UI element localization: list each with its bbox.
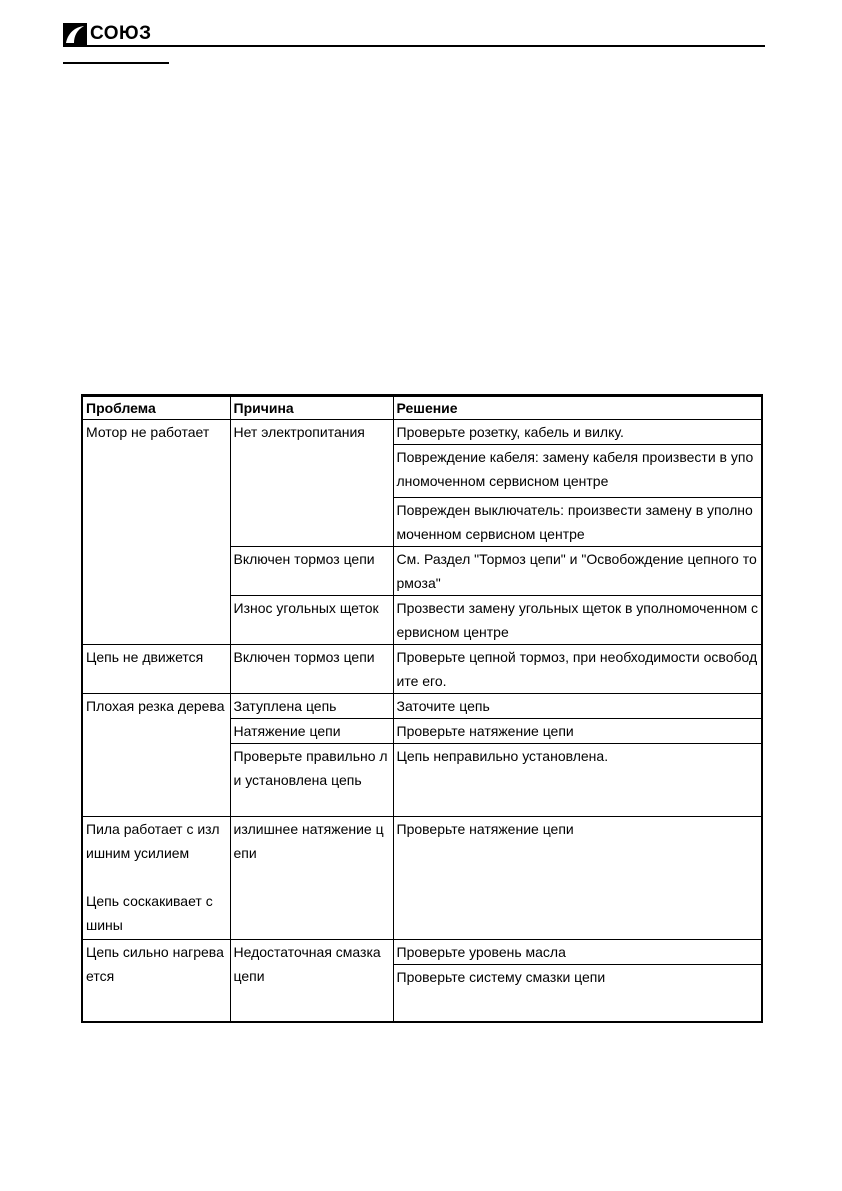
problem-cell: Плохая резка дерева [82, 694, 230, 817]
problem-text: Пила работает с излишним усилием [86, 821, 220, 861]
soyuz-logo-icon [63, 23, 87, 45]
header-rule [63, 45, 765, 47]
cause-cell: Включен тормоз цепи [230, 547, 393, 596]
cause-cell: Недостаточная смазка цепи [230, 940, 393, 1023]
solution-cell: Проверьте розетку, кабель и вилку. [393, 420, 762, 445]
solution-cell: Проверьте уровень масла [393, 940, 762, 965]
cause-cell: Нет электропитания [230, 420, 393, 547]
cause-cell: Затуплена цепь [230, 694, 393, 719]
column-header-problem: Проблема [82, 396, 230, 420]
table-row [82, 940, 762, 965]
table-row [82, 694, 762, 719]
solution-cell: Цепь неправильно установлена. [393, 744, 762, 817]
problem-cell: Мотор не работает [82, 420, 230, 645]
solution-cell: Проверьте цепной тормоз, при необходимости освободите его. [393, 645, 762, 694]
solution-cell: Прозвести замену угольных щеток в уполномоченном сервисном центре [393, 596, 762, 645]
problem-text: Цепь соскакивает с шины [86, 893, 213, 933]
page-header [63, 20, 765, 48]
solution-cell: Поврежден выключатель: произвести замену в уполномоченном сервисном центре [393, 498, 762, 547]
problem-cell: Цепь не движется [82, 645, 230, 694]
solution-cell: Проверьте натяжение цепи [393, 817, 762, 940]
solution-cell: Заточите цепь [393, 694, 762, 719]
table-row [82, 817, 762, 940]
cause-cell: излишнее натяжение цепи [230, 817, 393, 940]
table-header-row [82, 396, 762, 420]
cause-cell: Включен тормоз цепи [230, 645, 393, 694]
solution-cell: Проверьте систему смазки цепи [393, 965, 762, 1023]
solution-cell: Проверьте натяжение цепи [393, 719, 762, 744]
table-row [82, 420, 762, 445]
cause-cell: Натяжение цепи [230, 719, 393, 744]
table-row [82, 645, 762, 694]
solution-cell: Повреждение кабеля: замену кабеля произвести в уполномоченном сервисном центре [393, 445, 762, 498]
spacer [86, 865, 227, 889]
problem-cell [82, 817, 230, 940]
column-header-solution: Решение [393, 396, 762, 420]
short-rule [63, 62, 169, 64]
cause-cell: Проверьте правильно ли установлена цепь [230, 744, 393, 817]
brand-name: СОЮЗ [90, 23, 152, 44]
brand-logo [63, 23, 152, 45]
cause-cell: Износ угольных щеток [230, 596, 393, 645]
troubleshooting-table [81, 394, 763, 1023]
solution-cell: См. Раздел "Тормоз цепи" и "Освобождение цепного тормоза" [393, 547, 762, 596]
problem-cell: Цепь сильно нагревается [82, 940, 230, 1023]
column-header-cause: Причина [230, 396, 393, 420]
